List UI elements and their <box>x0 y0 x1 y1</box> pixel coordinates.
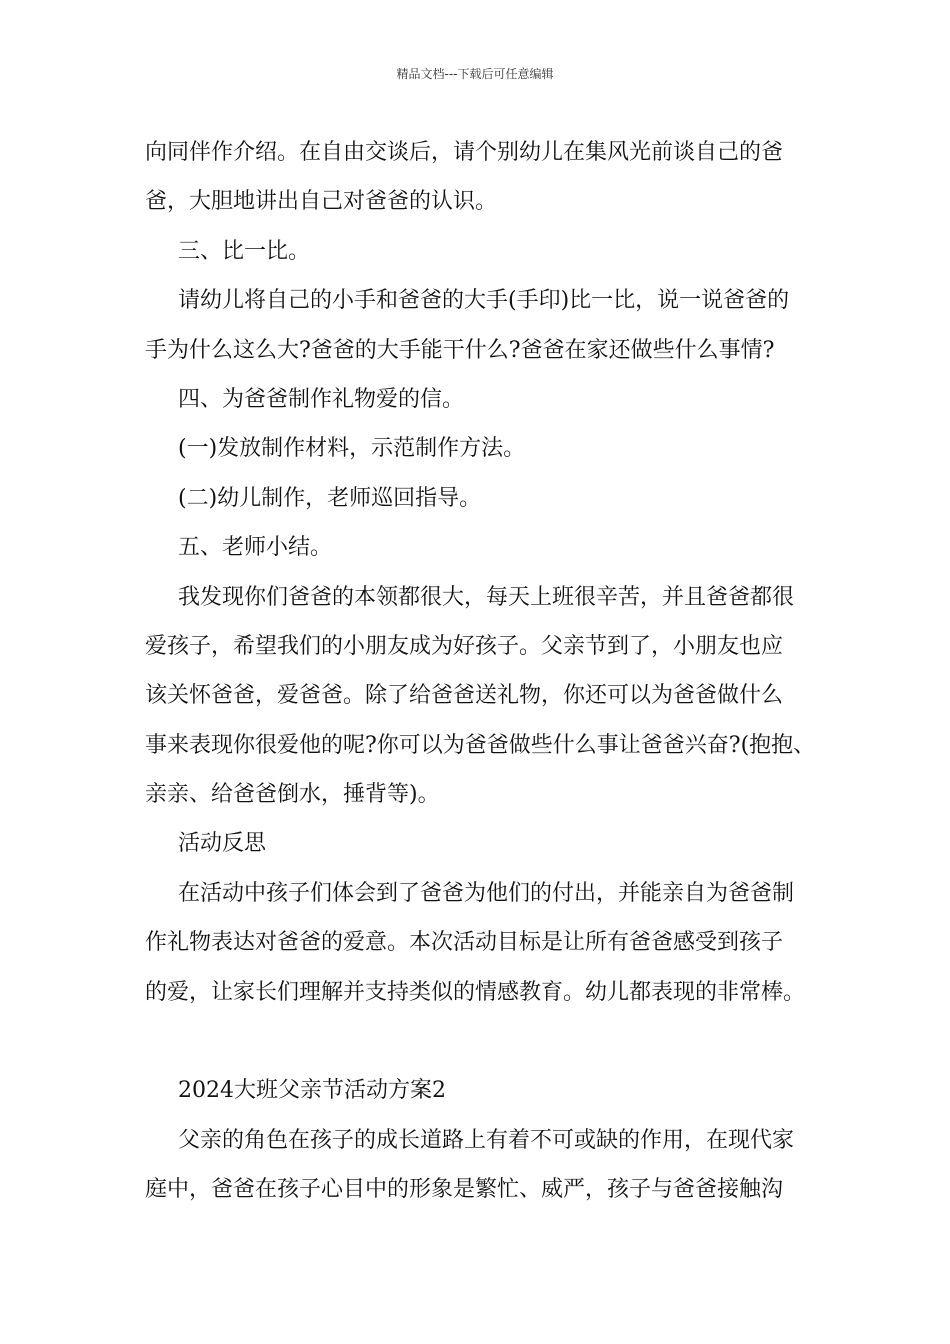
paragraph-line: 爱孩子，希望我们的小朋友成为好孩子。父亲节到了，小朋友也应 <box>145 633 784 659</box>
section-heading: 五、老师小结。 <box>178 535 333 561</box>
paragraph-line: 手为什么这么大?爸爸的大手能干什么?爸爸在家还做些什么事情? <box>145 337 775 363</box>
paragraph-line: 我发现你们爸爸的本领都很大，每天上班很辛苦，并且爸爸都很 <box>178 584 795 610</box>
paragraph-line: 请幼儿将自己的小手和爸爸的大手(手印)比一比，说一说爸爸的 <box>178 288 790 314</box>
paragraph-line: 爸，大胆地讲出自己对爸爸的认识。 <box>145 189 498 215</box>
document-body <box>145 128 815 1215</box>
section-heading: 三、比一比。 <box>178 238 311 264</box>
paragraph-line: 的爱，让家长们理解并支持类似的情感教育。幼儿都表现的非常棒。 <box>145 979 806 1005</box>
paragraph-line: 在活动中孩子们体会到了爸爸为他们的付出，并能亲自为爸爸制 <box>178 880 795 906</box>
document-title: 2024大班父亲节活动方案2 <box>178 1078 446 1104</box>
list-item: (二)幼儿制作，老师巡回指导。 <box>178 485 482 511</box>
paragraph-line: 庭中，爸爸在孩子心目中的形象是繁忙、威严，孩子与爸爸接触沟 <box>145 1177 784 1203</box>
section-heading: 四、为爸爸制作礼物爱的信。 <box>178 386 465 412</box>
blank-line <box>145 1017 815 1066</box>
section-heading: 活动反思 <box>178 831 267 857</box>
paragraph-line: 事来表现你很爱他的呢?你可以为爸爸做些什么事让爸爸兴奋?(抱抱、 <box>145 732 816 758</box>
paragraph-line: 作礼物表达对爸爸的爱意。本次活动目标是让所有爸爸感受到孩子 <box>145 930 784 956</box>
page-header: 精品文档---下载后可任意编辑 <box>396 67 554 81</box>
paragraph-line: 父亲的角色在孩子的成长道路上有着不可或缺的作用，在现代家 <box>178 1127 795 1153</box>
paragraph-line: 向同伴作介绍。在自由交谈后，请个别幼儿在集风光前谈自己的爸 <box>145 140 784 165</box>
list-item: (一)发放制作材料，示范制作方法。 <box>178 436 526 462</box>
paragraph-line: 该关怀爸爸，爱爸爸。除了给爸爸送礼物，你还可以为爸爸做什么 <box>145 683 784 709</box>
paragraph-line: 亲亲、给爸爸倒水，捶背等)。 <box>145 782 440 808</box>
